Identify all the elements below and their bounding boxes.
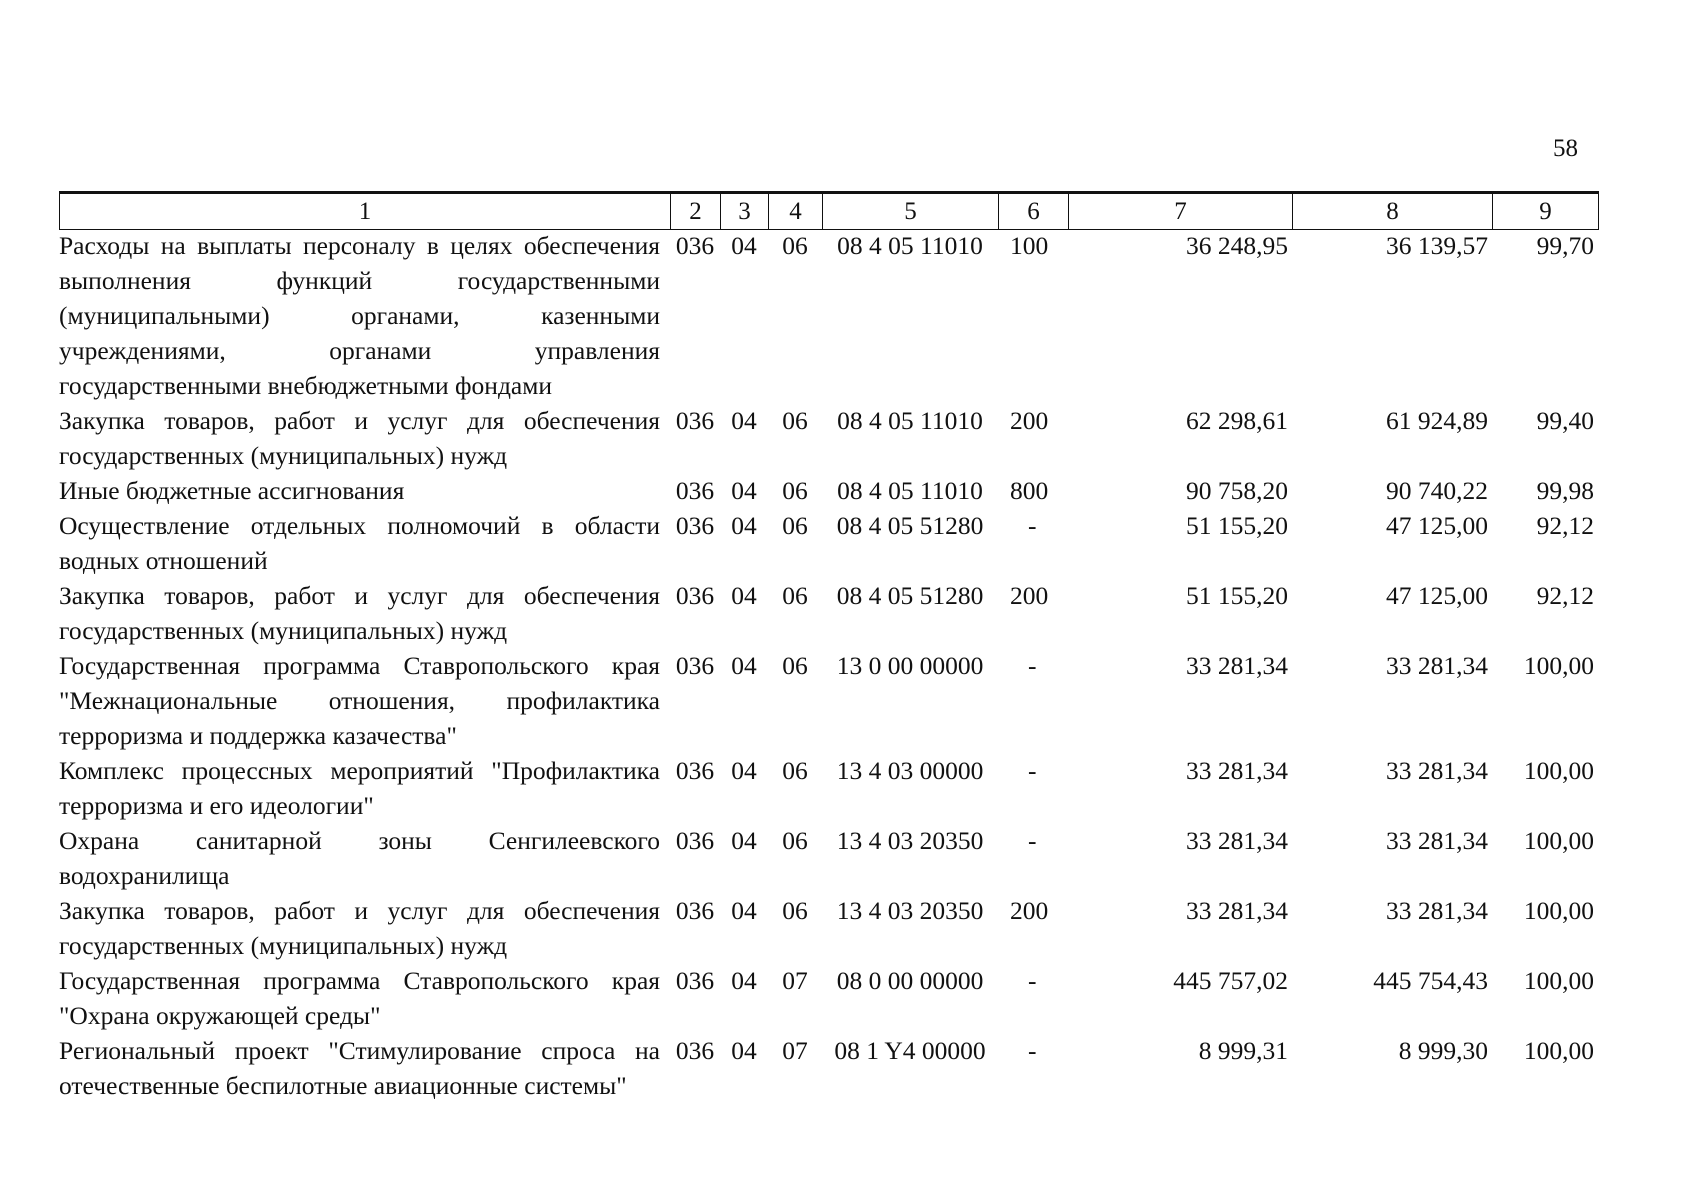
- executed-amount: 90 740,22: [1386, 476, 1488, 505]
- target-article-code: 08 4 05 11010: [837, 476, 983, 505]
- section-code: 04: [731, 896, 757, 925]
- subsection-code: 06: [782, 581, 808, 610]
- ministry-code: 036: [675, 581, 715, 610]
- row-description: Иные бюджетные ассигнования: [59, 476, 405, 505]
- page-number: 58: [1553, 135, 1578, 162]
- header-cell-3: 3: [721, 193, 769, 230]
- planned-amount: 33 281,34: [1186, 756, 1288, 785]
- header-cell-5: 5: [823, 193, 999, 230]
- row-description: Закупка товаров, работ и услуг для обеспечения государственных (муниципальных) нужд: [59, 581, 660, 645]
- ministry-code: 036: [675, 966, 715, 995]
- target-article-code: 08 1 Y4 00000: [834, 1036, 986, 1065]
- header-cell-2: 2: [671, 193, 721, 230]
- expense-type-code: -: [1028, 651, 1037, 680]
- table-row: [59, 508, 1598, 578]
- ministry-code: 036: [675, 231, 715, 260]
- row-description: Государственная программа Ставропольского края "Охрана окружающей среды": [59, 966, 660, 1030]
- target-article-code: 13 4 03 20350: [836, 896, 984, 925]
- expense-type-code: 800: [1010, 476, 1049, 505]
- row-description: Комплекс процессных мероприятий "Профилактика терроризма и его идеологии": [59, 756, 660, 820]
- execution-percent: 100,00: [1523, 966, 1594, 995]
- subsection-code: 07: [782, 1036, 808, 1065]
- row-description: Закупка товаров, работ и услуг для обеспечения государственных (муниципальных) нужд: [59, 896, 660, 960]
- subsection-code: 06: [782, 651, 808, 680]
- section-code: 04: [731, 231, 757, 260]
- planned-amount: 62 298,61: [1186, 406, 1288, 435]
- ministry-code: 036: [675, 511, 715, 540]
- table-row: [59, 753, 1598, 823]
- execution-percent: 92,12: [1536, 581, 1594, 610]
- executed-amount: 33 281,34: [1386, 896, 1488, 925]
- target-article-code: 08 4 05 51280: [836, 511, 984, 540]
- target-article-code: 13 4 03 20350: [836, 826, 984, 855]
- ministry-code: 036: [675, 826, 715, 855]
- section-code: 04: [731, 581, 757, 610]
- target-article-code: 08 4 05 11010: [837, 406, 983, 435]
- execution-percent: 100,00: [1523, 756, 1594, 785]
- subsection-code: 06: [782, 231, 808, 260]
- expense-type-code: 200: [1010, 896, 1049, 925]
- execution-percent: 99,70: [1536, 231, 1594, 260]
- section-code: 04: [731, 1036, 757, 1065]
- row-description: Осуществление отдельных полномочий в области водных отношений: [59, 511, 660, 575]
- executed-amount: 8 999,30: [1398, 1036, 1488, 1065]
- ministry-code: 036: [675, 756, 715, 785]
- planned-amount: 8 999,31: [1198, 1036, 1288, 1065]
- planned-amount: 36 248,95: [1186, 231, 1288, 260]
- planned-amount: 51 155,20: [1186, 511, 1288, 540]
- section-code: 04: [731, 966, 757, 995]
- budget-table: [59, 228, 1598, 1103]
- executed-amount: 33 281,34: [1386, 651, 1488, 680]
- subsection-code: 06: [782, 511, 808, 540]
- execution-percent: 100,00: [1523, 1036, 1594, 1065]
- table-row: [59, 403, 1598, 473]
- execution-percent: 99,98: [1536, 476, 1594, 505]
- execution-percent: 99,40: [1536, 406, 1594, 435]
- subsection-code: 06: [782, 476, 808, 505]
- planned-amount: 33 281,34: [1186, 651, 1288, 680]
- header-cell-9: 9: [1493, 193, 1599, 230]
- ministry-code: 036: [675, 476, 715, 505]
- expense-type-code: -: [1028, 1036, 1037, 1065]
- row-description: Расходы на выплаты персоналу в целях обеспечения выполнения функций государственными (муниципальными) органами, казенными учреждениями, органами управления государственными внебюджетными фондами: [59, 231, 660, 400]
- executed-amount: 61 924,89: [1386, 406, 1488, 435]
- row-description: Закупка товаров, работ и услуг для обеспечения государственных (муниципальных) нужд: [59, 406, 660, 470]
- expense-type-code: -: [1028, 511, 1037, 540]
- ministry-code: 036: [675, 651, 715, 680]
- execution-percent: 100,00: [1523, 651, 1594, 680]
- expense-type-code: -: [1028, 756, 1037, 785]
- section-code: 04: [731, 476, 757, 505]
- row-description: Государственная программа Ставропольского края "Межнациональные отношения, профилактика терроризма и поддержка казачества": [59, 651, 660, 750]
- section-code: 04: [731, 826, 757, 855]
- subsection-code: 07: [782, 966, 808, 995]
- planned-amount: 51 155,20: [1186, 581, 1288, 610]
- row-description: Охрана санитарной зоны Сенгилеевского водохранилища: [59, 826, 660, 890]
- table-row: [59, 228, 1598, 403]
- execution-percent: 92,12: [1536, 511, 1594, 540]
- table-row: [59, 893, 1598, 963]
- table-row: [59, 963, 1598, 1033]
- table-row: [59, 578, 1598, 648]
- planned-amount: 90 758,20: [1186, 476, 1288, 505]
- expense-type-code: 200: [1010, 406, 1049, 435]
- executed-amount: 36 139,57: [1386, 231, 1488, 260]
- column-number-header: [59, 191, 1599, 230]
- target-article-code: 13 0 00 00000: [836, 651, 984, 680]
- planned-amount: 445 757,02: [1173, 966, 1288, 995]
- expense-type-code: 100: [1010, 231, 1049, 260]
- target-article-code: 08 0 00 00000: [836, 966, 984, 995]
- executed-amount: 47 125,00: [1386, 581, 1488, 610]
- expense-type-code: -: [1028, 966, 1037, 995]
- target-article-code: 13 4 03 00000: [836, 756, 984, 785]
- execution-percent: 100,00: [1523, 896, 1594, 925]
- header-cell-1: 1: [60, 193, 671, 230]
- executed-amount: 47 125,00: [1386, 511, 1488, 540]
- subsection-code: 06: [782, 896, 808, 925]
- planned-amount: 33 281,34: [1186, 896, 1288, 925]
- expense-type-code: -: [1028, 826, 1037, 855]
- ministry-code: 036: [675, 896, 715, 925]
- header-cell-7: 7: [1069, 193, 1293, 230]
- subsection-code: 06: [782, 406, 808, 435]
- section-code: 04: [731, 651, 757, 680]
- header-cell-4: 4: [769, 193, 823, 230]
- ministry-code: 036: [675, 406, 715, 435]
- section-code: 04: [731, 406, 757, 435]
- table-row: [59, 823, 1598, 893]
- executed-amount: 445 754,43: [1373, 966, 1488, 995]
- table-row: [59, 1033, 1598, 1103]
- ministry-code: 036: [675, 1036, 715, 1065]
- table-row: [59, 648, 1598, 753]
- executed-amount: 33 281,34: [1386, 756, 1488, 785]
- section-code: 04: [731, 511, 757, 540]
- subsection-code: 06: [782, 756, 808, 785]
- section-code: 04: [731, 756, 757, 785]
- header-cell-8: 8: [1293, 193, 1493, 230]
- header-cell-6: 6: [999, 193, 1069, 230]
- execution-percent: 100,00: [1523, 826, 1594, 855]
- executed-amount: 33 281,34: [1386, 826, 1488, 855]
- table-row: [59, 473, 1598, 508]
- planned-amount: 33 281,34: [1186, 826, 1288, 855]
- target-article-code: 08 4 05 51280: [836, 581, 984, 610]
- expense-type-code: 200: [1010, 581, 1049, 610]
- row-description: Региональный проект "Стимулирование спроса на отечественные беспилотные авиационные системы": [59, 1036, 660, 1100]
- target-article-code: 08 4 05 11010: [837, 231, 983, 260]
- subsection-code: 06: [782, 826, 808, 855]
